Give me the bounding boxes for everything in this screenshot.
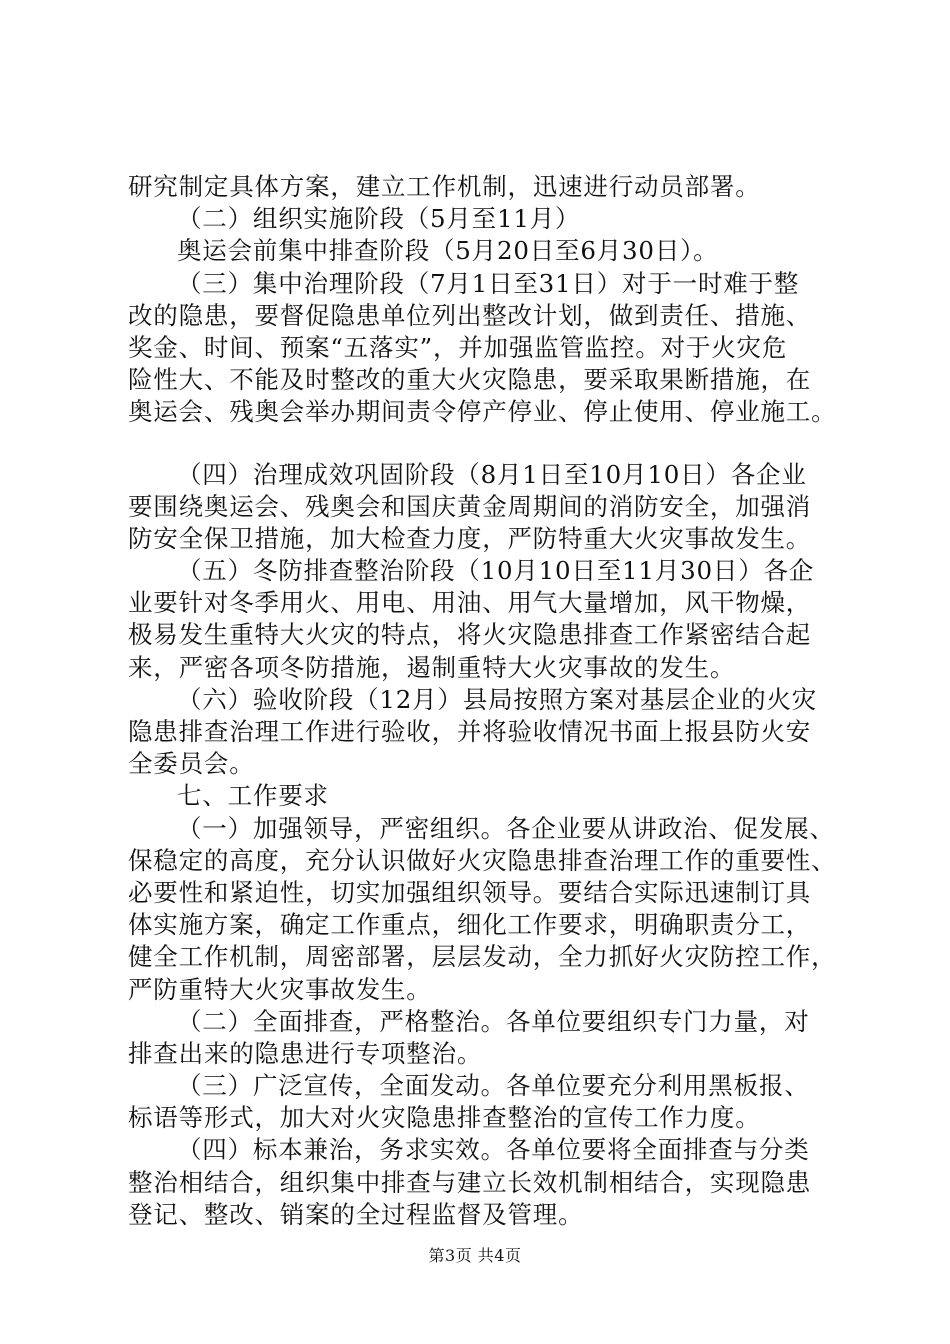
text-line: 排查出来的隐患进行专项整治。 xyxy=(128,1038,483,1068)
paragraph-start: （六）验收阶段（12月）县局按照方案对基层企业的火灾 xyxy=(177,684,817,714)
section-heading: 七、工作要求 xyxy=(177,781,329,811)
text-line: 登记、整改、销案的全过程监督及管理。 xyxy=(128,1199,584,1229)
text-line: 奥运会前集中排查阶段（5月20日至6月30日）。 xyxy=(177,236,719,266)
text-line: 要围绕奥运会、残奥会和国庆黄金周期间的消防安全，加强消 xyxy=(128,491,812,521)
paragraph-start: （四）治理成效巩固阶段（8月1日至10月10日）各企业 xyxy=(177,459,807,489)
paragraph-start: （三）集中治理阶段（7月1日至31日）对于一时难于整 xyxy=(177,268,800,298)
text-line: 奖金、时间、预案“五落实”，并加强监管监控。对于火灾危 xyxy=(128,332,788,362)
paragraph-start: （三）广泛宣传，全面发动。各单位要充分利用黑板报、 xyxy=(177,1071,810,1101)
text-line: 来，严密各项冬防措施，遏制重特大火灾事故的发生。 xyxy=(128,652,736,682)
page-number-footer: 第3页 共4页 xyxy=(428,1246,522,1265)
text-line: 极易发生重特大火灾的特点，将火灾隐患排查工作紧密结合起 xyxy=(128,620,812,650)
text-line: 标语等形式，加大对火灾隐患排查整治的宣传工作力度。 xyxy=(128,1103,761,1133)
text-line: 改的隐患，要督促隐患单位列出整改计划，做到责任、措施、 xyxy=(128,300,812,330)
paragraph-start: （二）全面排查，严格整治。各单位要组织专门力量，对 xyxy=(177,1006,810,1036)
text-line: 奥运会、残奥会举办期间责令停产停业、停止使用、停业施工。 xyxy=(128,397,837,427)
text-line: 健全工作机制，周密部署，层层发动，全力抓好火灾防控工作， xyxy=(128,942,837,972)
text-line: 严防重特大火灾事故发生。 xyxy=(128,974,432,1004)
section-heading: （二）组织实施阶段（5月至11月） xyxy=(177,204,581,234)
text-line: 险性大、不能及时整改的重大火灾隐患，要采取果断措施，在 xyxy=(128,365,812,395)
paragraph-gap xyxy=(128,429,848,459)
text-line: 业要针对冬季用火、用电、用油、用气大量增加，风干物燥， xyxy=(128,588,812,618)
text-line: 保稳定的高度，充分认识做好火灾隐患排查治理工作的重要性、 xyxy=(128,845,837,875)
text-line: 全委员会。 xyxy=(128,749,255,779)
document-body xyxy=(128,171,848,1231)
text-line: 防安全保卫措施，加大检查力度，严防特重大火灾事故发生。 xyxy=(128,523,812,553)
paragraph-start: （四）标本兼治，务求实效。各单位要将全面排查与分类 xyxy=(177,1135,810,1165)
paragraph-start: （五）冬防排查整治阶段（10月10日至11月30日）各企 xyxy=(177,556,815,586)
text-line: 整治相结合，组织集中排查与建立长效机制相结合，实现隐患 xyxy=(128,1167,812,1197)
text-line: 隐患排查治理工作进行验收，并将验收情况书面上报县防火安 xyxy=(128,717,812,746)
text-line: 研究制定具体方案，建立工作机制，迅速进行动员部署。 xyxy=(128,172,761,201)
text-line: 必要性和紧迫性，切实加强组织领导。要结合实际迅速制订具 xyxy=(128,877,812,907)
text-line: 体实施方案，确定工作重点，细化工作要求，明确职责分工， xyxy=(128,910,812,940)
paragraph-start: （一）加强领导，严密组织。各企业要从讲政治、促发展、 xyxy=(177,813,835,843)
